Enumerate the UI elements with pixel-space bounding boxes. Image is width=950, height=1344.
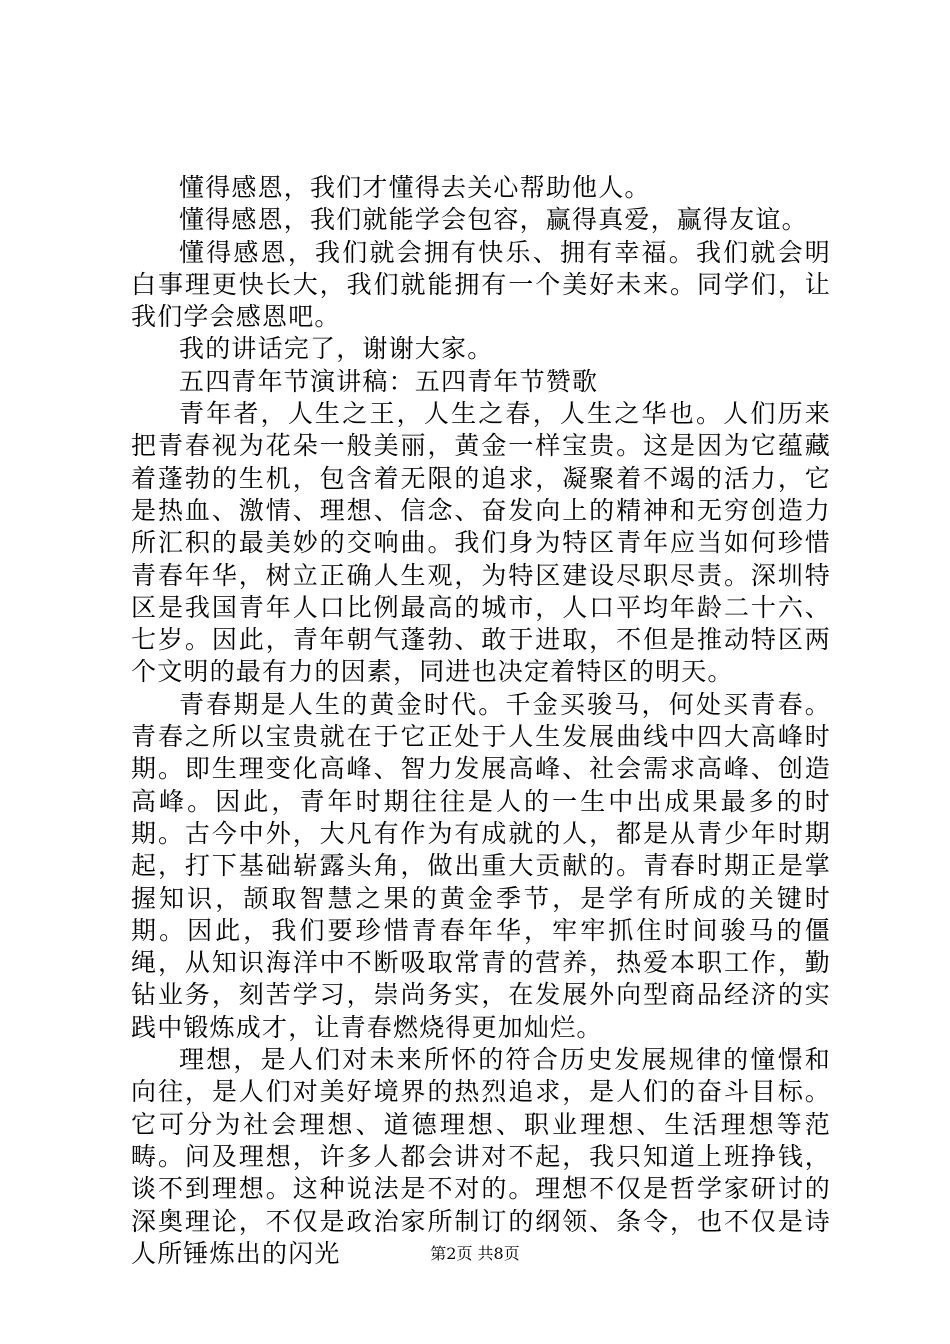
paragraph-closing-thanks: 我的讲话完了，谢谢大家。	[179, 334, 494, 364]
paragraph-gratitude-happiness: 懂得感恩，我们就会拥有快乐、拥有幸福。我们就会明白事理更快长大，我们就能拥有一个美好未来。同学们，让我们学会感恩吧。	[131, 237, 831, 332]
paragraph-youth-golden-age: 青春期是人生的黄金时代。千金买骏马，何处买青春。青春之所以宝贵就在于它正处于人生发展曲线中四大高峰时期。即生理变化高峰、智力发展高峰、社会需求高峰、创造高峰。因此，青年时期往往是人的一生中出成果最多的时期。古今中外，大凡有作为有成就的人，都是从青少年时期起，打下基础崭露头角，做出重大贡献的。青春时期正是掌握知识，颉取智慧之果的黄金季节，是学有所成的关键时期。因此，我们要珍惜青春年华，牢牢抓住时间骏马的僵绳，从知识海洋中不断吸取常青的营养，热爱本职工作，勤钻业务，刻苦学习，崇尚务实，在发展外向型商品经济的实践中锻炼成才，让青春燃烧得更加灿烂。	[131, 689, 831, 1042]
paragraph-gratitude-helping: 懂得感恩，我们才懂得去关心帮助他人。	[179, 173, 651, 202]
page-number-footer: 第2页 共8页	[430, 1244, 520, 1263]
document-body	[131, 172, 831, 1270]
paragraph-youth-intro: 青年者，人生之王，人生之春，人生之华也。人们历来把青春视为花朵一般美丽，黄金一样宝贵。这是因为它蕴藏着蓬勃的生机，包含着无限的追求，凝聚着不竭的活力，它是热血、激情、理想、信念、奋发向上的精神和无穷创造力所汇积的最美妙的交响曲。我们身为特区青年应当如何珍惜青春年华，树立正确人生观，为特区建设尽职尽责。深圳特区是我国青年人口比例最高的城市，人口平均年龄二十六、七岁。因此，青年朝气蓬勃、敢于进取，不但是推动特区两个文明的最有力的因素，同进也决定着特区的明天。	[131, 399, 831, 687]
paragraph-ideals: 理想，是人们对未来所怀的符合历史发展规律的憧憬和向往，是人们对美好境界的热烈追求，是人们的奋斗目标。它可分为社会理想、道德理想、职业理想、生活理想等范畴。问及理想，许多人都会讲对不起，我只知道上班挣钱，谈不到理想。这种说法是不对的。理想不仅是哲学家研讨的深奥理论，不仅是政治家所制订的纲领、条令，也不仅是诗人所锤炼出的闪光	[131, 1045, 831, 1268]
paragraph-gratitude-tolerance: 懂得感恩，我们就能学会包容，赢得真爱，赢得友谊。	[179, 205, 808, 235]
section-heading: 五四青年节演讲稿：五四青年节赞歌	[179, 366, 599, 396]
